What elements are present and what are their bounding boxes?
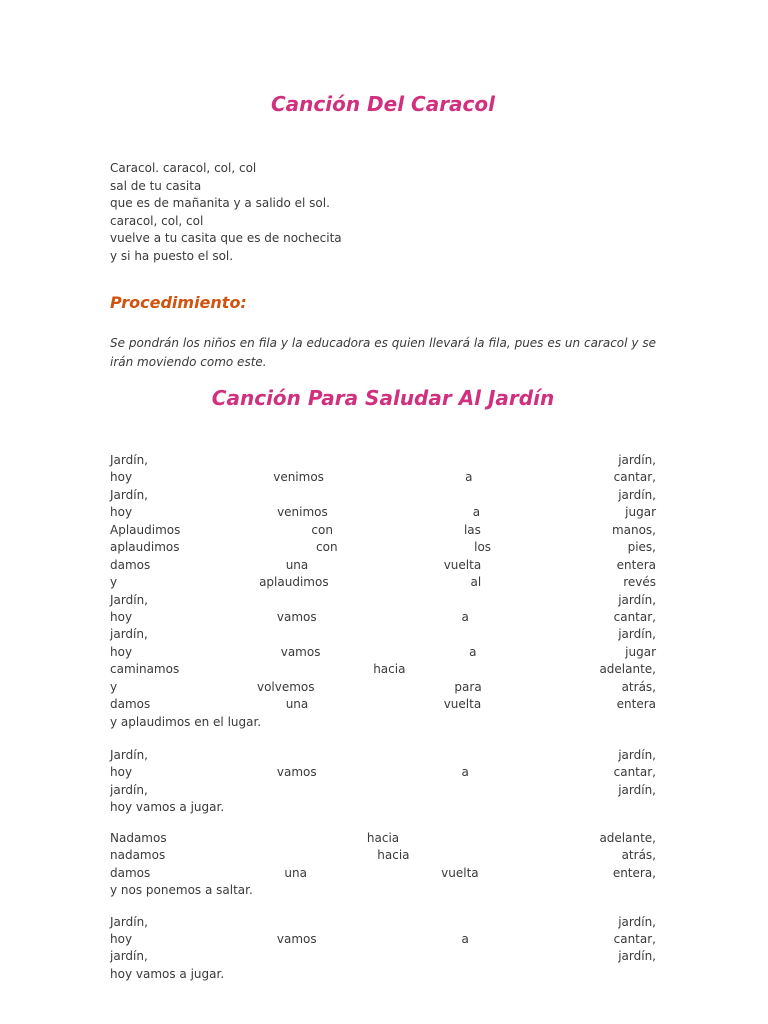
lyric-word: Jardín,: [110, 748, 148, 762]
lyric-word: con: [311, 522, 333, 537]
lyric-line: [110, 452, 656, 469]
lyric-word: revés: [623, 575, 656, 590]
lyric-word: entera,: [612, 865, 656, 880]
lyric-word: adelante,: [599, 662, 656, 677]
lyric-word: jardín,: [110, 782, 148, 797]
lyric-line: [110, 487, 656, 504]
lyric-word: hoy: [110, 931, 133, 946]
lyric-word: hoy: [110, 644, 133, 659]
lyric-word: las: [463, 522, 481, 537]
song-jardin-lyrics: [110, 452, 656, 983]
lyric-word: para: [454, 679, 482, 694]
lyric-word: venimos: [273, 470, 324, 485]
lyric-line: [110, 847, 656, 864]
lyric-word: hacia: [373, 662, 406, 677]
song-caracol-lyrics: [110, 160, 656, 265]
stanza: [110, 452, 656, 731]
lyric-word: una: [285, 697, 309, 712]
lyric-word: y: [110, 679, 118, 694]
lyric-word: manos,: [611, 522, 656, 537]
song-jardin-title: Canción Para Saludar Al Jardín: [211, 386, 555, 410]
lyric-word: atrás,: [621, 848, 656, 863]
lyric-line: [110, 661, 656, 678]
lyric-line: [110, 609, 656, 626]
song-caracol-title: Canción Del Caracol: [270, 92, 496, 116]
lyric-word: a: [465, 470, 473, 485]
lyric-line: [110, 626, 656, 643]
lyric-line: [110, 469, 656, 486]
lyric-word: jardín,: [618, 914, 656, 929]
lyric-word: damos: [110, 697, 151, 712]
lyric-word: los: [474, 540, 492, 555]
lyric-word: volvemos: [256, 679, 315, 694]
lyric-word: vamos: [276, 765, 317, 780]
lyric-word: una: [285, 557, 309, 572]
lyric-word: jardín,: [110, 627, 148, 642]
lyric-word: jugar: [625, 644, 656, 659]
lyric-word: y aplaudimos en el lugar.: [110, 714, 262, 729]
lyric-word: a: [472, 505, 481, 520]
lyric-word: nadamos: [110, 848, 166, 863]
lyric-word: entera: [616, 697, 656, 712]
stanza: [110, 747, 656, 817]
procedure-text: Se pondrán los niños en fila y la educadora es quien llevará la fila, pues es un caracol y se irán moviendo como este.: [110, 336, 656, 369]
lyric-word: una: [284, 865, 307, 880]
lyric-word: hacia: [377, 848, 410, 863]
lyric-word: jardín,: [618, 949, 656, 964]
lyric-word: cantar,: [613, 765, 656, 780]
lyric-word: al: [470, 575, 482, 590]
lyric-word: venimos: [277, 505, 328, 520]
lyric-line: [110, 522, 656, 539]
lyric-word: cantar,: [613, 931, 656, 946]
lyric-word: jardín,: [618, 592, 656, 607]
lyric-line: [110, 679, 656, 696]
lyric-line: [110, 966, 656, 983]
lyric-word: jardín,: [618, 748, 656, 762]
lyric-line: sal de tu casita: [110, 178, 202, 193]
lyric-word: con: [316, 540, 338, 555]
lyric-word: vamos: [276, 609, 317, 624]
lyric-word: cantar,: [613, 470, 656, 485]
lyric-line: [110, 865, 656, 882]
lyric-word: aplaudimos: [110, 540, 180, 555]
lyric-word: adelante,: [599, 830, 656, 845]
lyric-word: entera: [616, 557, 656, 572]
lyric-line: [110, 696, 656, 713]
lyric-line: [110, 574, 656, 591]
lyric-line: [110, 931, 656, 948]
lyric-word: jardín,: [110, 949, 148, 964]
lyric-line: [110, 539, 656, 556]
lyric-line: [110, 504, 656, 521]
lyric-word: hoy: [110, 609, 133, 624]
lyric-word: Jardín,: [110, 487, 148, 502]
lyric-line: Caracol. caracol, col, col: [110, 161, 257, 175]
procedure-heading: Procedimiento:: [110, 293, 247, 312]
lyric-word: hoy vamos a jugar.: [110, 966, 225, 981]
lyric-word: a: [469, 644, 477, 659]
lyric-word: Aplaudimos: [110, 522, 181, 537]
lyric-line: [110, 914, 656, 931]
lyric-line: [110, 644, 656, 661]
lyric-word: vamos: [276, 931, 317, 946]
lyric-line: [110, 782, 656, 799]
lyric-word: cantar,: [613, 609, 656, 624]
stanza: [110, 830, 656, 900]
lyric-line: caracol, col, col: [110, 213, 204, 228]
lyric-word: damos: [110, 865, 151, 880]
lyric-word: vuelta: [443, 697, 482, 712]
lyric-line: [110, 764, 656, 781]
lyric-word: aplaudimos: [259, 575, 329, 590]
lyric-word: vuelta: [443, 557, 482, 572]
lyric-word: Jardín,: [110, 914, 148, 929]
lyric-word: pies,: [627, 540, 656, 555]
lyric-word: Jardín,: [110, 592, 148, 607]
lyric-word: jardín,: [618, 627, 656, 642]
lyric-word: y: [110, 575, 118, 590]
lyric-line: [110, 747, 656, 764]
lyric-word: atrás,: [621, 679, 656, 694]
lyric-word: jugar: [625, 505, 656, 520]
lyric-word: vuelta: [441, 865, 479, 880]
lyric-word: jardín,: [618, 782, 656, 797]
lyric-word: Jardín,: [110, 453, 148, 467]
lyric-line: [110, 799, 656, 816]
lyric-line: [110, 948, 656, 965]
lyric-word: vamos: [280, 644, 321, 659]
lyric-word: a: [461, 765, 469, 780]
lyric-word: hoy: [110, 505, 133, 520]
lyric-line: [110, 882, 656, 899]
lyric-word: hoy: [110, 470, 133, 485]
lyric-word: Nadamos: [110, 830, 167, 845]
lyric-word: hacia: [366, 830, 400, 845]
lyric-word: jardín,: [618, 453, 656, 467]
lyric-word: a: [461, 931, 469, 946]
lyric-word: damos: [110, 557, 151, 572]
lyric-word: jardín,: [618, 487, 656, 502]
lyric-line: que es de mañanita y a salido el sol.: [110, 196, 330, 210]
lyric-line: vuelve a tu casita que es de nochecita: [110, 231, 342, 245]
lyric-word: hoy vamos a jugar.: [110, 800, 225, 815]
lyric-word: y nos ponemos a saltar.: [110, 883, 253, 898]
lyric-word: caminamos: [110, 662, 180, 677]
lyric-line: [110, 714, 656, 731]
lyric-line: [110, 830, 656, 847]
stanza: [110, 914, 656, 984]
lyric-line: [110, 557, 656, 574]
lyric-word: hoy: [110, 765, 133, 780]
lyric-word: a: [461, 609, 469, 624]
lyric-line: y si ha puesto el sol.: [110, 248, 234, 263]
lyric-line: [110, 592, 656, 609]
